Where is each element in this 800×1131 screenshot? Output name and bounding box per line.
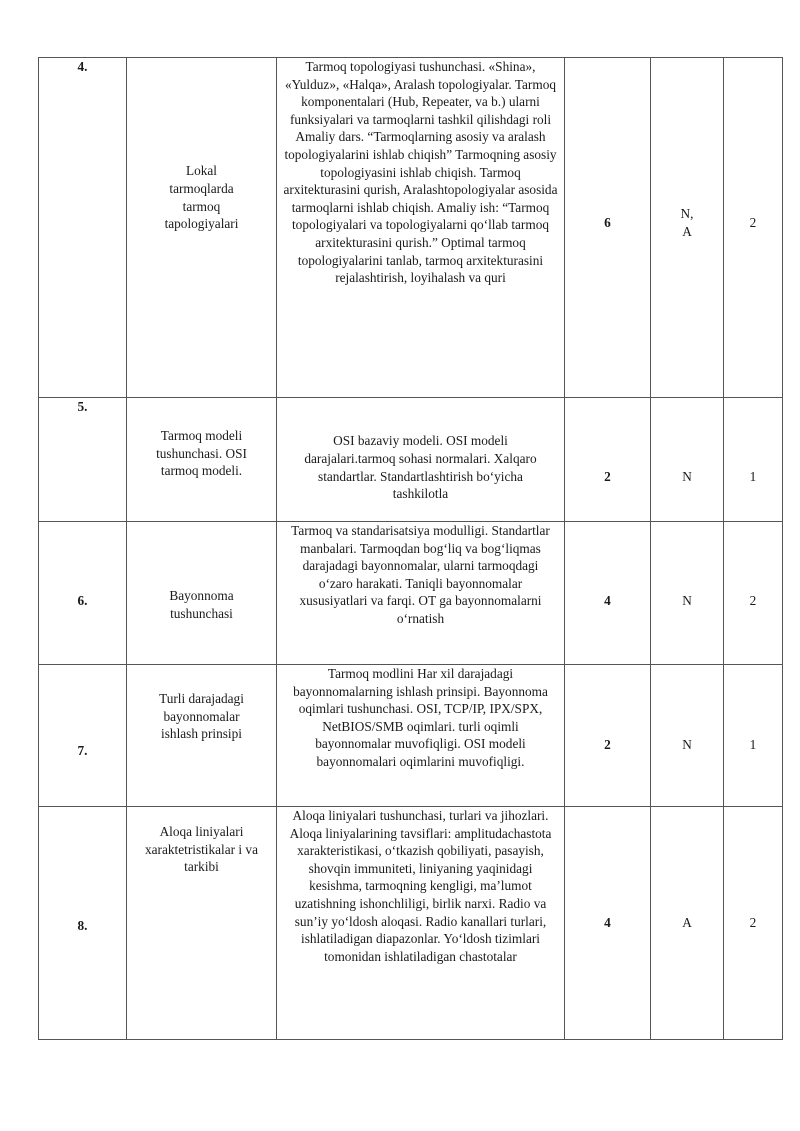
syllabus-table [38,57,783,1040]
content-text: Aloqa liniyalari tushunchasi, turlari va jihozlari. Aloqa liniyalarining tavsiflari: amplitudachastota xarakteristikasi, o‘tkazish qobiliyati, pasayish, shovqin immuniteti, liniyaning yaqinidagi kesishma, tarmoqning kengligi, ma’lumot uzatishning ishonchliligi, birlik narxi. Radio va sun’iy yo‘ldosh aloqasi. Radio kanallari turlari, ishlatiladigan diapazonlar. Yo‘ldosh tizimlari tomonidan ishlatiladigan chastotalar [289,808,552,964]
table-row [39,522,783,665]
row-number: 5. [39,398,127,522]
row-number [39,665,127,807]
type-cell [651,58,724,398]
topic-text: Tarmoq modeli tushunchasi. OSI tarmoq modeli. [156,428,247,479]
topic-text: Aloqa liniyalari xaraktetristikalar i va tarkibi [145,824,258,875]
hours-value: 6 [604,214,611,230]
table-row [39,665,783,807]
hours-value: 2 [604,736,611,752]
topic-text: Bayonnoma tushunchasi [169,588,234,621]
credit-value: 2 [749,915,757,931]
table-row [39,807,783,1040]
credit-cell [724,398,783,522]
topic-text: Turli darajadagi bayonnomalar ishlash prinsipi [159,691,244,742]
row-number [39,522,127,665]
type-cell [651,807,724,1040]
hours-cell [565,58,651,398]
hours-value: 2 [604,468,611,484]
topic-cell [127,522,277,665]
type-value: N [682,468,692,484]
content-cell: Tarmoq topologiyasi tushunchasi. «Shina», «Yulduz», «Halqa», Aralash topologiyalar. Tarmoq komponentalari (Hub, Repeater, va b.) ularni funksiyalari va tarmoqlarni tashkil qilishdagi roli Amaliy dars. “Tarmoqlarning asosiy va aralash topologiyalarini ishlab chiqish” Tarmoqning asosiy topologiyasini ishlab chiqish. Tarmoq arxitekturasini qurish, Aralashtopologiyalar asosida tarmoqlarni ishlab chiqish. Amaliy ish: “Tarmoq topologiyalari va topologiyalarni qo‘llab tarmoq arxitekturasini qurish.” Optimal tarmoq topologiyalarini tanlab, tarmoq arxitekturasini rejalashtirish, loyihalash va quri [277,58,565,398]
topic-text: Lokal tarmoqlarda tarmoq tapologiyalari [164,163,239,232]
table-row [39,398,783,522]
hours-cell [565,807,651,1040]
content-cell [277,807,565,1040]
hours-value: 4 [604,593,611,609]
hours-cell [565,398,651,522]
type-value: A [682,915,692,931]
credit-value: 2 [749,214,757,230]
content-cell [277,522,565,665]
topic-cell [127,398,277,522]
content-text: Tarmoq modlini Har xil darajadagi bayonnomalarning ishlash prinsipi. Bayonnoma oqimlari tushunchasi. OSI, TCP/IP, IPX/SPX, NetBIOS/SMB oqimlari. turli oqimli bayonnomalar muvofiqligi. OSI modeli bayonnomalari oqimlarini muvofiqligi. [293,666,548,769]
hours-value: 4 [604,915,611,931]
type-value: N [682,593,692,609]
type-value: N [682,736,692,752]
credit-cell [724,807,783,1040]
credit-cell [724,665,783,807]
type-cell [651,522,724,665]
topic-cell [127,665,277,807]
credit-value: 2 [749,593,757,609]
row-number-text: 8. [77,918,88,934]
type-cell [651,398,724,522]
content-cell [277,398,565,522]
row-number-text: 6. [77,593,88,609]
hours-cell [565,522,651,665]
table-row [39,58,783,398]
row-number: 4. [39,58,127,398]
content-text: OSI bazaviy modeli. OSI modeli darajalari.tarmoq sohasi normalari. Xalqaro standartlar. Standartlashtirish bo‘yicha tashkilotla [304,433,537,502]
hours-cell [565,665,651,807]
topic-cell [127,58,277,398]
content-text: Tarmoq va standarisatsiya modulligi. Standartlar manbalari. Tarmoqdan bog‘liq va bog‘liqmas darajadagi bayonnomalar, ularni tarmoqdagi o‘zaro harakati. Taniqli bayonnomalar xususiyatlari va farqi. OT ga bayonnomalarni o‘rnatish [291,523,550,626]
credit-cell [724,58,783,398]
content-cell [277,665,565,807]
type-cell [651,665,724,807]
credit-cell [724,522,783,665]
type-line-1: N, [680,205,694,221]
row-number-text: 7. [77,742,88,758]
topic-cell [127,807,277,1040]
credit-value: 1 [749,736,757,752]
type-line-2: A [682,223,692,239]
credit-value: 1 [749,468,757,484]
row-number [39,807,127,1040]
